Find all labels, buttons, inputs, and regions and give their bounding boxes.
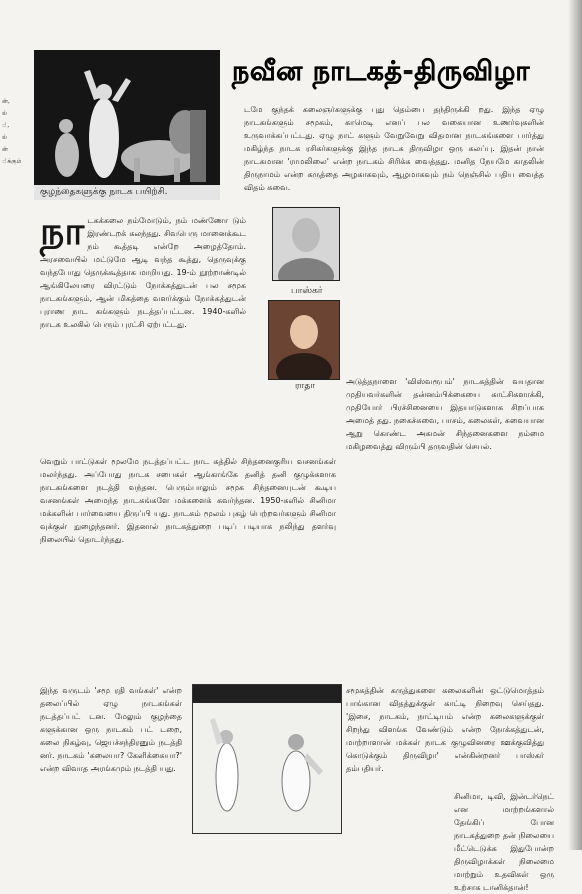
article-intro-text: டகக்கலை நம்மோடும், நம் மண்ணோ டும் இரண்டறக் கலந்தது. சிவபெரு மானைக்கூட நம் கூத்தடி என்றே அழைத்தோம். அரசவையில் மட்டுமே ஆடி வந்த கூத்து, தெருவுக்கு வந்தபோது தெருக்கூத்தாக மாறியது. 19-ம் நூற்றாண்டில் ஆங்கிலேயரை விரட்டும் நோக்கத்துடன் பல சமூக நாடகங்களும், ஆன் மிகத்தை வளர்க்கும் நோக்கத்துடன் புராண நாட கங்களும் நடத்தப்பட்டன. 1940-களில் நாடக உலகில் பெரும் புரட்சி ஏற்பட்டது. (40, 216, 246, 329)
article-ending: சினிமா, டிவி, இன்டர்நெட் என மாற்றங்களால் தேங்கிப் போன நாடகத்துறை தன் நிலையை மீட்டெடுக்க இதுபோன்ற திருவிழாக்கள் நிலைமை மாற்றும் உதவிகள் ஒரு உற்சாக டானிக்தான்! (454, 792, 554, 892)
bottom-photo (192, 684, 342, 834)
portrait-bhaskar (272, 207, 340, 281)
portrait1-caption: பாஸ்கர் (291, 286, 323, 296)
performers-photo (34, 50, 220, 200)
portrait-radha (268, 300, 340, 380)
portrait2-caption: ராதா (295, 381, 315, 391)
article-column-right-bottom: சமூகத்தின் கருத்துகளை கலைகளின் ஒட்டுமொத்தம் பாங்கான விதத்துக்குள் காட்டி நிறைவு செய்தது. 'இசை, நாடகம், நாட்டியம் என்ற கலைகளுக்குள் சிறந்து விளங்க வேண்டும் என்ற நோக்கத்துடன், மாற்றாளான் மக்கள் நாடக குழுவினரை ஊக்குவித்து கொடுக்கும் திருவிழா' என்கின்றனர் பாஸ்கர் தம்பதியர். (346, 686, 544, 773)
article-column-left-intro (40, 209, 246, 331)
article-column-right: அடுத்தநாளை 'விஸ்வரூபம்' நாடகத்தின் வயதான முதியவர்களின் தன்னம்பிக்கையை காட்சிகளாக்கி, முதியோர் பிரச்சினையை இதயாடுகளாக சிறப்பாக அமைத் தது. நகைச்சுவை, பாசம், கலைகள், சுவையான ஆறு கொண்ட அகமன் சிந்தனைகளை நம்மை மகிழவைத்து விரும்பி தருவதின் செயல். (346, 377, 544, 451)
left-margin-text: ன், ல் ், ல் ன் ்க்கும் (2, 98, 22, 165)
article-column-left-bottom: இந்த வருடம் 'சமூ ரதி வங்கள்' என்ற தலைப்பில் ஏழு நாடகங்கள் நடத்தப்பட் டன. மேலும் குழந்தை களுக்கான ஒரு நாடகம் பட் டறை, கலை நிகழ்வு, ஜெயச்சந்திரனும் நடத்தி னர். நாடகம் 'கலையா? கேளிக்கையா?' என்ற விவாத அரங்கமும் நடத்தி யது. (40, 686, 182, 773)
headline: நவீன நாடகத்-திருவிழா (232, 56, 530, 87)
article-column-left-lower: வெறும் பாட்டுகள் மூலமே நடத்தப்பட்ட நாட கத்தில் சிந்தனைகுரிய வசனங்கள் மலர்ந்தது. அப்போது நாடக சபைகள் ஆங்காங்கே தனித் தனி குழுக்களாக நாடகங்களை நடத்தி வந்தன. பெரும்பாலும் சமூக சிந்தனையுடன் கூடிய வசனங்கள் அமைந்த நாடகங்களே மக்களைக் கவர்ந்தன. 1950-களில் சினிமா மக்களின் பார்வையை திருப்பி யது. நாடகம் மூலம் புகழ் பெற்றவர்களும் சினிமா வுக்குள் நுழைந்தனர். இதனால் நாடகத்துறை படிப் படியாக நலிந்து தளர்வு நிலையில் தொடர்ந்தது. (40, 457, 336, 544)
scan-edge-shadow (568, 0, 582, 850)
top-photo-caption: குழந்தைகளுக்கு நாடக பயிற்சி. (34, 185, 220, 200)
top-photo (34, 50, 220, 200)
article-column-top-right: டமே குந்தக் கலைஞர்களுக்கு புது தெம்பை தந்திருக்கி றது. இந்த ஏழு நாடகங்களும் சமூகம், காமெடி எனப் பல வகையான உணர்வுகளின் உருவாக்கப்பட்டது. ஏழு நாட் களும் வேறுவேறு விதமான நாடகங்களை பார்த்து மகிழ்ந்த நாடக ரசிகர்களுக்கு இந்த நாடக திருவிழா ஒரு கலப்பு. இதன் நான் நாடகமான 'ராமலிலை' என்ற நாடகம் சிரிக்க வைத்தது. மனித நேயமே காதலின் திருநாமம் என்ற கருத்தை அழகாகவும், ஆழமாகவும் நம் நெஞ்சில் பதிய வைத்த விதம் சுவை. (244, 105, 544, 192)
drop-cap: நா (40, 209, 85, 253)
